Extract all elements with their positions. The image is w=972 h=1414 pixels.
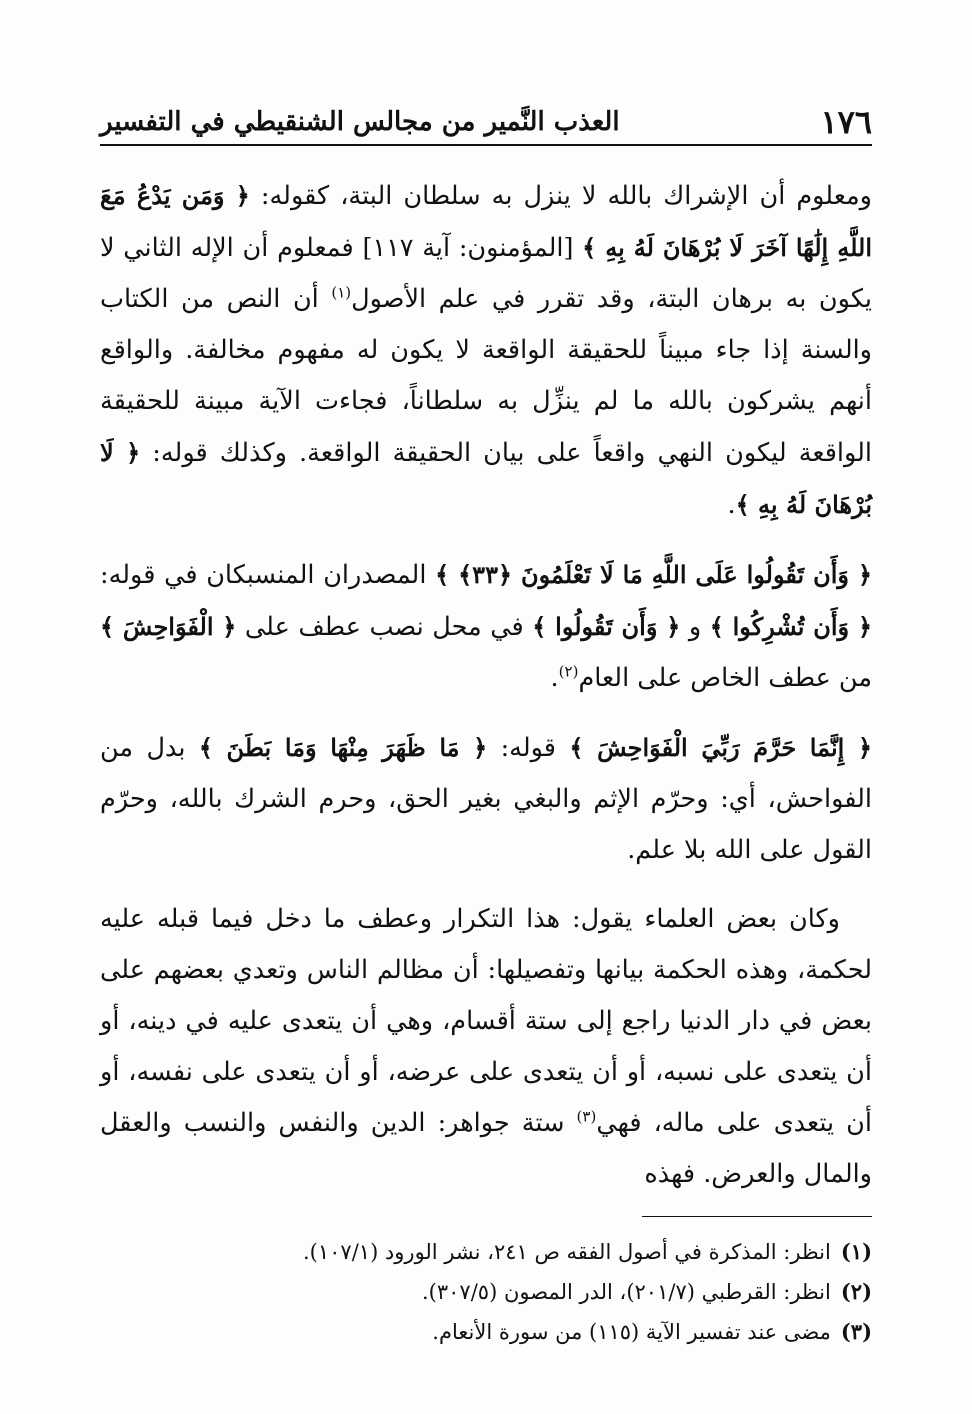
paragraph-4 bbox=[100, 894, 872, 1200]
footnotes bbox=[100, 1232, 872, 1352]
quran-quote: ﴿ وَأَن تَقُولُوا ﴾ bbox=[532, 612, 681, 641]
text-segment: ومعلوم أن الإشراك بالله لا ينزل به سلطان البتة، كقوله: bbox=[260, 181, 872, 211]
text-segment: بدل من الفواحش، أي: وحرّم الإثم والبغي بغير الحق، وحرم الشرك بالله، وحرّم القول على الله بلا علم. bbox=[100, 733, 872, 865]
footnote-item bbox=[100, 1232, 872, 1272]
text-segment: من عطف الخاص على العام bbox=[578, 663, 872, 693]
running-title: العذب النَّمير من مجالس الشنقيطي في التفسير bbox=[100, 107, 620, 137]
quran-quote: ﴿ وَمَن يَدْعُ مَعَ اللَّهِ إِلَٰهًا آخَرَ لَا بُرْهَانَ لَهُ بِهِ ﴾ bbox=[100, 181, 872, 262]
footnote-item bbox=[100, 1312, 872, 1352]
footnote-number: (١) bbox=[840, 1239, 872, 1264]
footnote-number: (٣) bbox=[840, 1319, 872, 1344]
footnote-text: مضى عند تفسير الآية (١١٥) من سورة الأنعام. bbox=[432, 1320, 831, 1344]
footnote-text: انظر: القرطبي (٢٠١/٧)، الدر المصون (٣٠٧/٥). bbox=[422, 1280, 831, 1304]
paragraph-3 bbox=[100, 722, 872, 876]
footnote-divider bbox=[642, 1216, 872, 1217]
text-segment: ستة جواهر: الدين والنفس والنسب والعقل والمال والعرض. فهذه bbox=[100, 1108, 872, 1189]
footnote-ref: (١) bbox=[331, 283, 352, 302]
paragraph-2 bbox=[100, 549, 872, 704]
footnote-ref: (٢) bbox=[558, 662, 579, 681]
punctuation: . bbox=[550, 663, 559, 693]
text-segment: [المؤمنون: آية ١١٧] فمعلوم أن الإله الثاني لا يكون به برهان البتة، وقد تقرر في علم الأصول bbox=[100, 233, 872, 314]
quran-quote: ﴿ وَأَن تُشْرِكُوا ﴾ bbox=[709, 612, 873, 641]
text-segment: المصدران المنسبكان في قوله: bbox=[100, 560, 427, 590]
text-segment: و bbox=[688, 612, 702, 642]
footnote-text: انظر: المذكرة في أصول الفقه ص ٢٤١، نشر الورود (١٠٧/١). bbox=[302, 1240, 831, 1264]
text-segment: في محل نصب عطف على bbox=[244, 612, 524, 642]
paragraph-1 bbox=[100, 170, 872, 531]
quran-quote: ﴿ لَا بُرْهَانَ لَهُ بِهِ ﴾ bbox=[100, 438, 872, 519]
text-segment: قوله: bbox=[500, 733, 556, 763]
text-segment: أن النص من الكتاب والسنة إذا جاء مبيناً للحقيقة الواقعة لا يكون له مفهوم مخالفة. والواقع أنهم يشركون بالله ما لم ينزِّل به سلطاناً، فجاءت الآية مبينة للحقيقة الواقعة ليكون النهي واقعاً على بيان الحقيقة الواقعة. وكذلك قوله: bbox=[100, 284, 872, 468]
punctuation: . bbox=[727, 490, 736, 520]
quran-quote: ﴿ الْفَوَاحِشَ ﴾ bbox=[100, 612, 237, 641]
footnote-number: (٢) bbox=[840, 1279, 872, 1304]
quran-quote: ﴿ إِنَّمَا حَرَّمَ رَبِّيَ الْفَوَاحِشَ ﴾ bbox=[569, 733, 873, 762]
page-number: ١٧٦ bbox=[820, 103, 872, 141]
text-segment: وكان بعض العلماء يقول: هذا التكرار وعطف ما دخل فيما قبله عليه لحكمة، وهذه الحكمة بيانها وتفصيلها: أن مظالم الناس وتعدي بعضهم على بعض في دار الدنيا راجع إلى ستة أقسام، وهي أن يتعدى عليه في دينه، أو أن يتعدى على نسبه، أو أن يتعدى على عرضه، أو أن يتعدى على نفسه، أو أن يتعدى على ماله، فهي bbox=[100, 904, 872, 1138]
quran-quote: ﴿ مَا ظَهَرَ مِنْهَا وَمَا بَطَنَ ﴾ bbox=[198, 733, 488, 762]
footnote-item bbox=[100, 1272, 872, 1312]
footnote-ref: (٣) bbox=[576, 1107, 597, 1126]
main-text bbox=[100, 170, 872, 1200]
page-header bbox=[100, 100, 872, 146]
quran-quote: ﴿ وَأَن تَقُولُوا عَلَى اللَّهِ مَا لَا تَعْلَمُونَ ﴿٣٣﴾ ﴾ bbox=[435, 560, 873, 589]
